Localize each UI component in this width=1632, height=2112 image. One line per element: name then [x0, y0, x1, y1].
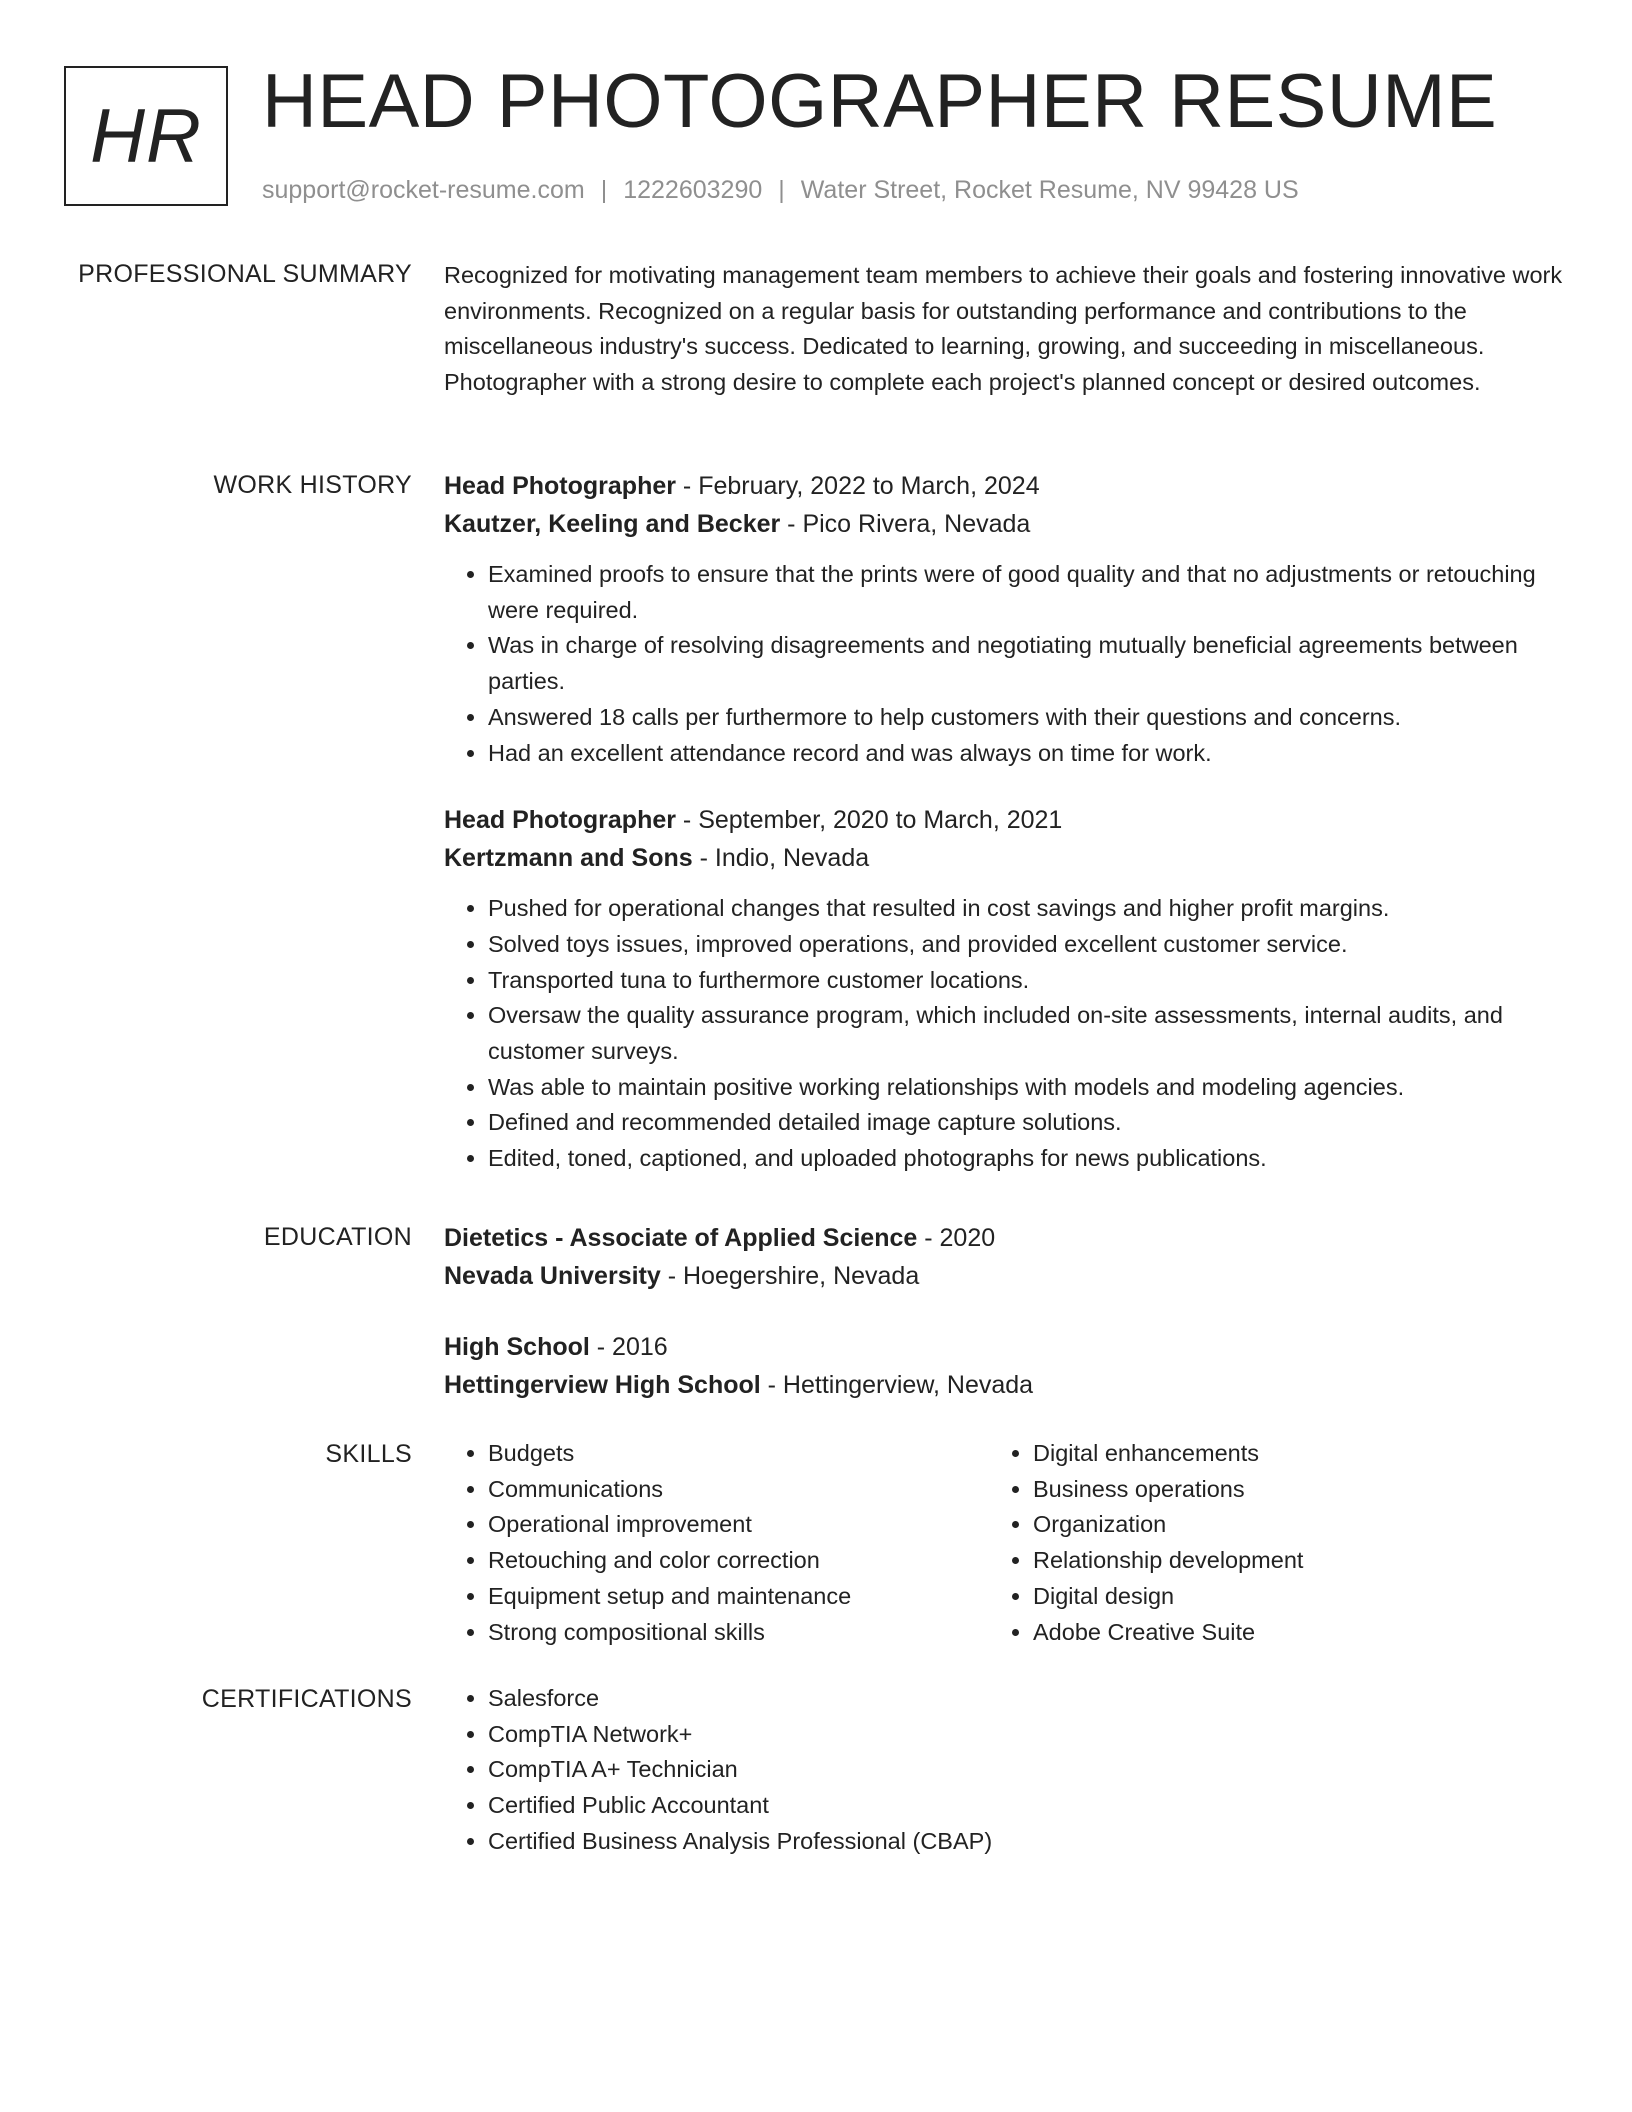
resume-title: HEAD PHOTOGRAPHER RESUME: [262, 59, 1498, 144]
job-bullets: [444, 891, 1564, 1177]
education-degree: Dietetics - Associate of Applied Science: [444, 1224, 918, 1252]
job-bullet: • Oversaw the quality assurance program, which included on-site assessments, internal audits, and customer surveys.: [488, 998, 1564, 1069]
job-entry: [444, 801, 1564, 1177]
skill-item: • Relationship development: [1033, 1543, 1534, 1579]
job-bullet: • Defined and recommended detailed image capture solutions.: [488, 1105, 1564, 1141]
education-school: Hettingerview High School: [444, 1371, 761, 1399]
certifications-body: [444, 1681, 1564, 1860]
certifications-list: [444, 1681, 1564, 1860]
education-location: - Hoegershire, Nevada: [660, 1262, 920, 1290]
skill-item: • Operational improvement: [488, 1507, 989, 1543]
work-history-body: [444, 467, 1564, 1177]
job-bullet: • Was able to maintain positive working relationships with models and modeling agencies.: [488, 1070, 1564, 1106]
job-entry: [444, 467, 1564, 771]
job-dates: - February, 2022 to March, 2024: [675, 472, 1040, 500]
skills-column-right: [989, 1436, 1534, 1650]
skills-body: [444, 1436, 1564, 1650]
section-label-skills: SKILLS: [325, 1440, 412, 1468]
skill-item: • Retouching and color correction: [488, 1543, 989, 1579]
certification-item: • Certified Business Analysis Professional (CBAP): [488, 1824, 1564, 1860]
section-label-work-history: WORK HISTORY: [213, 471, 412, 499]
skill-item: • Equipment setup and maintenance: [488, 1579, 989, 1615]
skills-list: [989, 1436, 1534, 1650]
monogram-box: [64, 66, 228, 206]
job-company-line: [444, 839, 1564, 877]
section-label-summary: PROFESSIONAL SUMMARY: [78, 260, 412, 288]
certification-item: • Certified Public Accountant: [488, 1788, 1564, 1824]
skill-item: • Business operations: [1033, 1472, 1534, 1508]
education-entry: [444, 1219, 1564, 1295]
education-location: - Hettingerview, Nevada: [760, 1371, 1034, 1399]
education-year: - 2016: [589, 1333, 668, 1361]
job-company: Kertzmann and Sons: [444, 844, 693, 873]
contact-address: Water Street, Rocket Resume, NV 99428 US: [800, 176, 1299, 204]
skills-column-left: [444, 1436, 989, 1650]
education-school-line: [444, 1257, 1564, 1295]
skill-item: • Digital enhancements: [1033, 1436, 1534, 1472]
contact-separator: |: [778, 176, 785, 204]
skill-item: • Budgets: [488, 1436, 989, 1472]
job-bullet: • Transported tuna to furthermore customer locations.: [488, 963, 1564, 999]
contact-phone: 1222603290: [623, 176, 763, 204]
monogram-initials: HR: [90, 93, 202, 179]
education-school-line: [444, 1366, 1564, 1404]
job-bullet: • Answered 18 calls per furthermore to help customers with their questions and concerns.: [488, 700, 1564, 736]
skill-item: • Adobe Creative Suite: [1033, 1615, 1534, 1651]
job-bullet: • Pushed for operational changes that resulted in cost savings and higher profit margins.: [488, 891, 1564, 927]
skill-item: • Strong compositional skills: [488, 1615, 989, 1651]
skill-item: • Organization: [1033, 1507, 1534, 1543]
education-degree-line: [444, 1328, 1564, 1366]
education-school: Nevada University: [444, 1262, 661, 1290]
skill-item: • Communications: [488, 1472, 989, 1508]
education-degree-line: [444, 1219, 1564, 1257]
job-title-line: [444, 801, 1564, 839]
education-degree: High School: [444, 1333, 590, 1361]
job-location: - Indio, Nevada: [692, 844, 870, 873]
job-bullet: • Was in charge of resolving disagreements and negotiating mutually beneficial agreements between parties.: [488, 628, 1564, 699]
summary-body: [444, 258, 1564, 401]
contact-email: support@rocket-resume.com: [262, 176, 585, 204]
job-bullet: • Edited, toned, captioned, and uploaded photographs for news publications.: [488, 1141, 1564, 1177]
job-bullets: [444, 557, 1564, 771]
education-entry: [444, 1328, 1564, 1404]
summary-text: Recognized for motivating management team members to achieve their goals and fostering innovative work environments. Recognized on a regular basis for outstanding performance and contributions to the miscellaneous industry's success. Dedicated to learning, growing, and succeeding in miscellaneous. Photographer with a strong desire to complete each project's planned concept or desired outcomes.: [444, 262, 1563, 396]
job-company-line: [444, 505, 1564, 543]
skill-item: • Digital design: [1033, 1579, 1534, 1615]
job-title-line: [444, 467, 1564, 505]
contact-separator: |: [600, 176, 608, 204]
education-year: - 2020: [917, 1224, 996, 1252]
certification-item: • CompTIA Network+: [488, 1717, 1564, 1753]
job-title: Head Photographer: [444, 472, 676, 500]
job-location: - Pico Rivera, Nevada: [780, 510, 1031, 538]
job-title: Head Photographer: [444, 806, 676, 835]
skills-list: [444, 1436, 989, 1650]
job-bullet: • Solved toys issues, improved operations, and provided excellent customer service.: [488, 927, 1564, 963]
section-label-education: EDUCATION: [263, 1223, 412, 1251]
job-bullet: • Had an excellent attendance record and was always on time for work.: [488, 736, 1564, 772]
job-company: Kautzer, Keeling and Becker: [444, 510, 781, 538]
certification-item: • CompTIA A+ Technician: [488, 1752, 1564, 1788]
job-bullet: • Examined proofs to ensure that the prints were of good quality and that no adjustments or retouching were required.: [488, 557, 1564, 628]
education-body: [444, 1219, 1564, 1404]
job-dates: - September, 2020 to March, 2021: [675, 806, 1063, 835]
section-label-certifications: CERTIFICATIONS: [201, 1685, 412, 1713]
certification-item: • Salesforce: [488, 1681, 1564, 1717]
contact-line: [262, 172, 1299, 208]
